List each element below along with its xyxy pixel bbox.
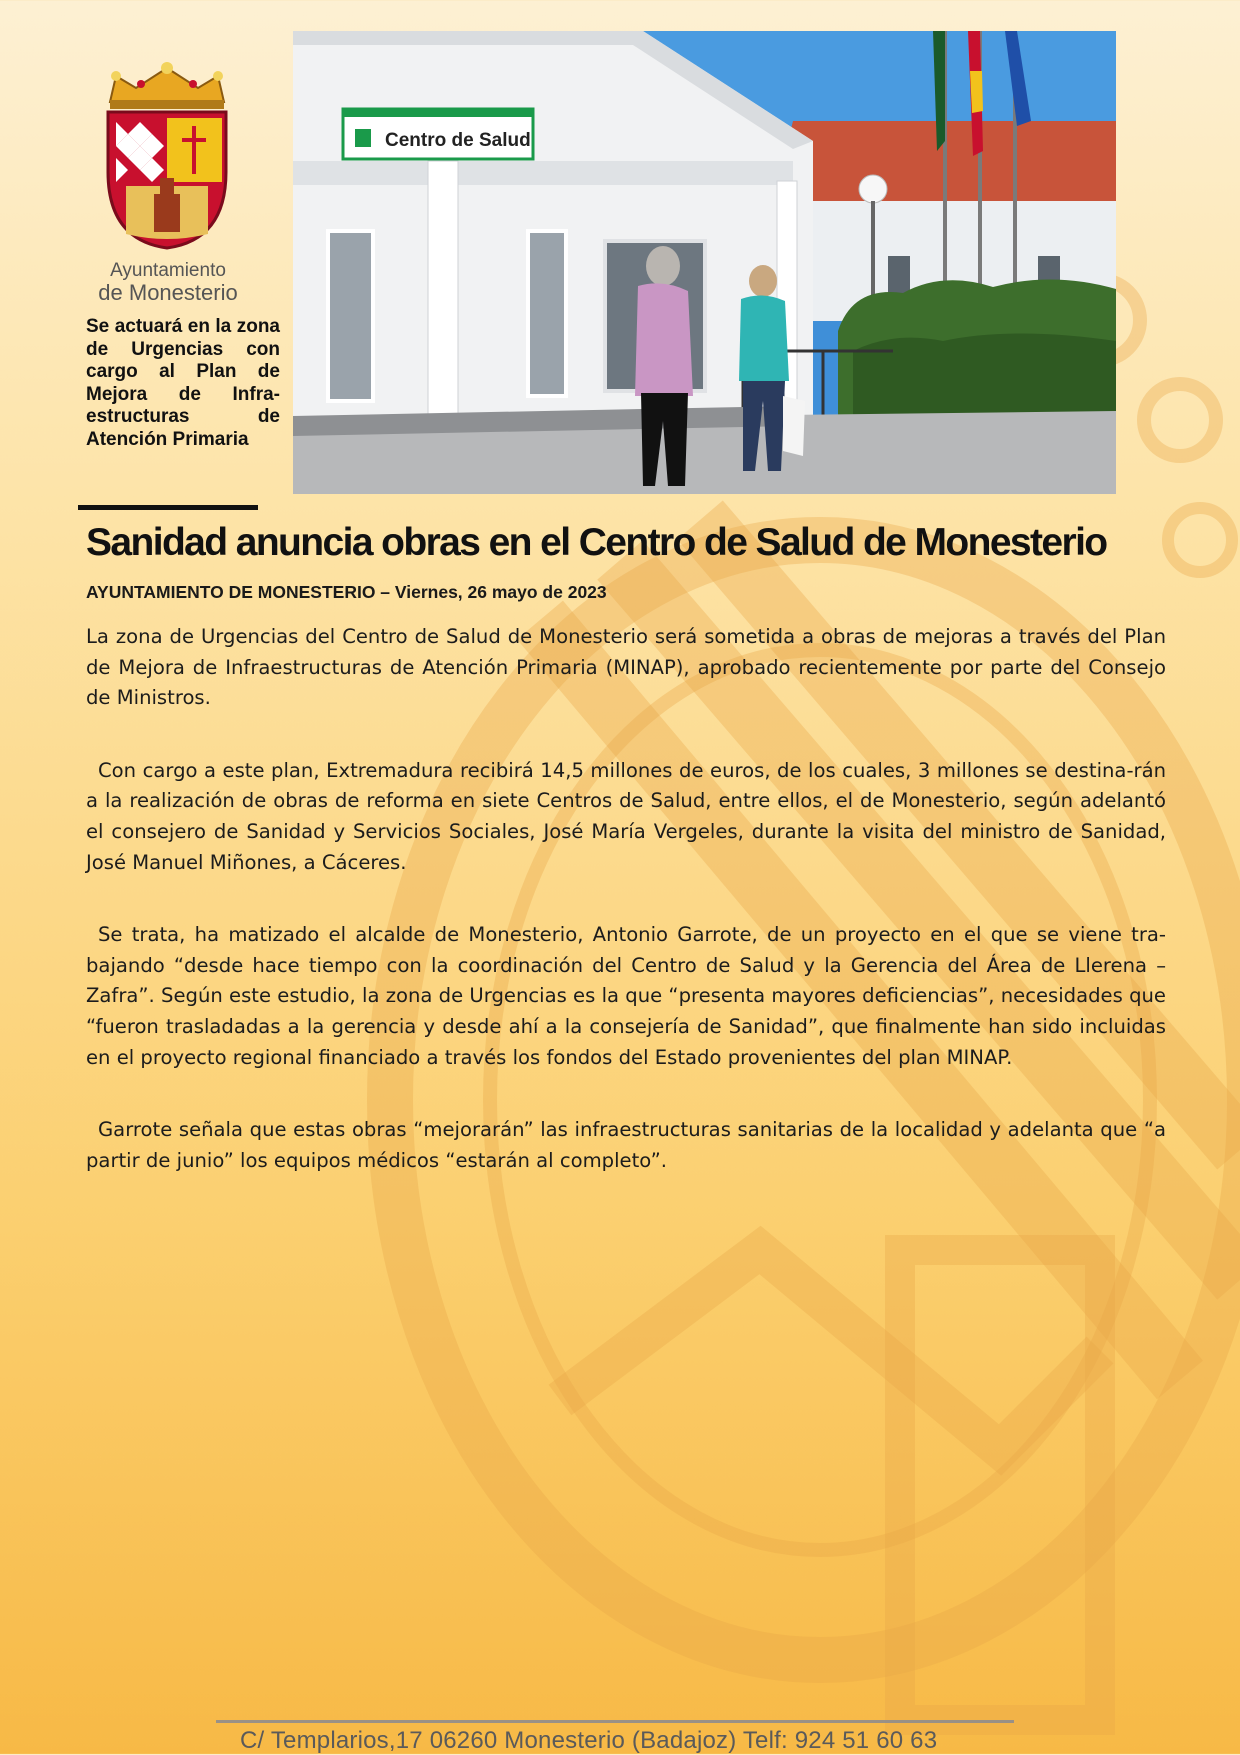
- photo-sign-text: Centro de Salud: [385, 130, 531, 151]
- article-paragraph: Con cargo a este plan, Extremadura recibirá 14,5 millones de euros, de los cuales, 3 millones se destina-rán a la realización de obras de reforma en siete Centros de Salud, entre ellos, el de Monesterio, según adelantó el consejero de Sanidad y Servicios Sociales, José María Vergeles, durante la visita del ministro de Sanidad, José Manuel Miñones, a Cáceres.: [86, 758, 1166, 874]
- article-paragraph: La zona de Urgencias del Centro de Salud de Monesterio será sometida a obras de mejoras a través del Plan de Mejora de Infraestructuras de Atención Primaria (MINAP), aprobado recientemente por parte del Consejo de Ministros.: [86, 625, 1166, 710]
- sidebar-lead-text: Se actuará en la zona de Urgencias con cargo al Plan de Mejora de Infra-estructuras de Atención Primaria: [86, 316, 280, 450]
- article-paragraph: Se trata, ha matizado el alcalde de Monesterio, Antonio Garrote, de un proyecto en el que se viene tra-bajando “desde hace tiempo con la coordinación del Centro de Salud y la Gerencia del Área de Llerena – Zafra”. Según este estudio, la zona de Urgencias es la que “presenta mayores deficiencias”, necesidades que “fueron trasladadas a la gerencia y desde ahí a la consejería de Sanidad”, que finalmente han sido incluidas en el proyecto regional financiado a través los fondos del Estado provenientes del plan MINAP.: [86, 923, 1166, 1069]
- article-byline: AYUNTAMIENTO DE MONESTERIO – Viernes, 26 mayo de 2023: [86, 582, 607, 602]
- coat-of-arms-logo: [96, 62, 238, 252]
- footer-divider: [216, 1720, 1014, 1723]
- article-body: [86, 622, 1166, 1176]
- headline-rule: [78, 505, 258, 510]
- footer-address: C/ Templarios,17 06260 Monesterio (Badajoz) Telf: 924 51 60 63: [240, 1727, 938, 1754]
- article-paragraph: Garrote señala que estas obras “mejorarán” las infraestructuras sanitarias de la localidad y adelanta que “a partir de junio” los equipos médicos “estarán al completo”.: [86, 1118, 1166, 1172]
- article-headline: Sanidad anuncia obras en el Centro de Salud de Monesterio: [86, 521, 1107, 564]
- logo-caption: [92, 260, 244, 304]
- logo-caption-line2: de Monesterio: [98, 280, 238, 305]
- health-center-photo: [293, 31, 1116, 494]
- logo-caption-line1: Ayuntamiento: [110, 260, 226, 281]
